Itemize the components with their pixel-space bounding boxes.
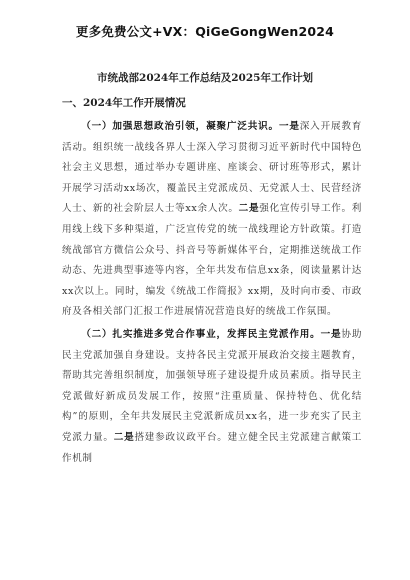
paragraph-2-body: 协助民主党派加强自身建设。支持各民主党派开展政治交接主题教育，帮助其完善组织制度，加强领导班子建设提升成员素质。指导民主党派做好新成员发展工作，按照“注重质量、保持特色、优化结构”的原则，全年共发展民主党派新成员xx名，进一步充实了民主党派力量。 <box>62 328 363 443</box>
paragraph-2-subheading: （二）扎实推进多党合作事业，发挥民主党派作用。 <box>81 328 321 340</box>
paragraph-1-body: 深入开展教育活动。组织统一战线各界人士深入学习贯彻习近平新时代中国特色社会主义思想，通过举办专题讲座、座谈会、研讨班等形式，累计开展学习活动xx场次，覆盖民主党派成员、无党派人士、民营经济人士、新的社会阶层人士等xx余人次。 <box>62 121 362 215</box>
paragraph-1 <box>62 117 362 323</box>
document-title: 市统战部2024年工作总结及2025年工作计划 <box>97 72 313 84</box>
paragraph-1-body-2: 强化宣传引导工作。利用线上线下多种渠道，广泛宣传党的统一战线理论方针政策。打造统战部官方微信公众号、抖音号等新媒体平台，定期推送统战工作动态、先进典型事迹等内容，全年共发布信息xx条，阅读量累计达xx次以上。同时，编发《统战工作简报》xx期，及时向市委、市政府及各相关部门汇报工作进展情况营造良好的统战工作氛围。 <box>62 203 363 318</box>
section-heading: 一、2024年工作开展情况 <box>62 97 186 109</box>
paragraph-2-body-2: 搭建参政议政平台。建立健全民主党派建言献策工作机制 <box>62 431 362 464</box>
paragraph-2 <box>62 325 362 469</box>
paragraph-1-subheading: （一）加强思想政治引领，凝聚广泛共识。 <box>81 121 279 132</box>
paragraph-1-lead-2: 二是 <box>238 203 260 215</box>
paragraph-1-lead: 一是 <box>278 121 300 132</box>
promo-banner: 更多免费公文+VX：QiGeGongWen2024 <box>75 24 335 39</box>
document-body <box>62 95 362 471</box>
paragraph-2-lead-2: 二是 <box>113 431 135 443</box>
paragraph-2-lead: 一是 <box>320 328 342 340</box>
